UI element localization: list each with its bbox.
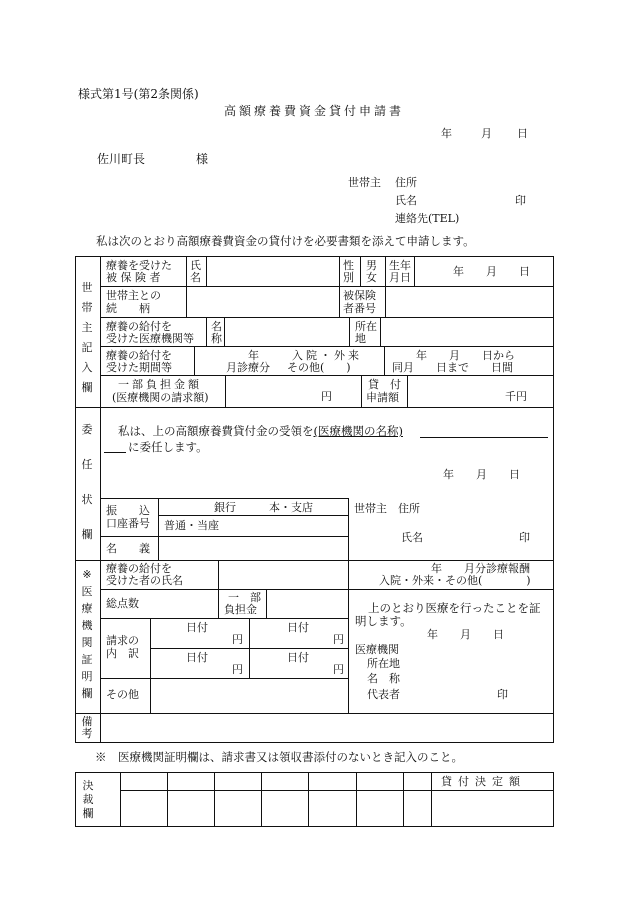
account-type-field[interactable]: 普通・当座: [164, 519, 219, 532]
medical-name-label: 名 称: [367, 672, 400, 685]
proxy-date: 年 月 日: [443, 468, 520, 481]
birth-label-2: 月日: [389, 271, 411, 284]
patient-label-2: 被 保 険 者: [106, 271, 161, 284]
applicant-head-label: 世帯主: [348, 176, 381, 189]
period-other: その他( ): [287, 361, 351, 374]
insured-number-label-1: 被保険: [343, 289, 376, 302]
loan-thousand-yen: 千円: [505, 390, 527, 403]
remarks-section-label: 備 考: [81, 715, 93, 740]
breakdown-label-1: 請求の: [106, 634, 139, 647]
patient-name-label-2: 名: [190, 271, 201, 284]
date-label-1: 日付: [186, 621, 208, 634]
applicant-contact-label: 連絡先(TEL): [395, 212, 460, 225]
loan-label-1: 貸 付: [368, 378, 401, 391]
proxy-section-label: 委 任 状 欄: [81, 423, 93, 541]
recipient-label-1: 療養の給付を: [106, 562, 172, 575]
bank-branch-field[interactable]: 銀行 本・支店: [214, 501, 313, 514]
date-month: 月: [481, 127, 492, 140]
certify-date: 年 月 日: [427, 628, 504, 641]
period-label-1: 療養の給付を: [106, 349, 172, 362]
yen-1: 円: [232, 633, 243, 646]
household-section-label: 世 帯 主 記 入 欄: [81, 281, 93, 394]
claim-type: 入院・外来・その他( ): [379, 574, 531, 587]
copay-label-1: 一部負担金額: [118, 378, 202, 391]
period-label-2: 受けた期間等: [106, 361, 172, 374]
insured-number-label-2: 者番号: [343, 302, 376, 315]
date-day: 日: [517, 127, 528, 140]
institution-name-label-1: 名: [211, 320, 222, 333]
copay-label-2: (医療機関の請求額): [112, 391, 209, 404]
applicant-address-label: 住所: [395, 176, 417, 189]
yen-2: 円: [333, 633, 344, 646]
sex-male-option[interactable]: 男: [366, 259, 377, 272]
institution-label-1: 療養の給付を: [106, 320, 172, 333]
total-points-label: 総点数: [106, 597, 139, 610]
sex-label-1: 性: [343, 259, 354, 272]
date-label-3: 日付: [186, 651, 208, 664]
claim-month: 年 月分診療報酬: [431, 562, 530, 575]
yen-3: 円: [232, 663, 243, 676]
medical-representative-label: 代表者: [367, 688, 400, 701]
recipient-label-2: 受けた者の氏名: [106, 574, 183, 587]
date-year: 年: [441, 127, 452, 140]
copay-yen: 円: [321, 390, 332, 403]
date-label-2: 日付: [287, 621, 309, 634]
footnote: ※ 医療機関証明欄は、請求書又は領収書添付のないとき記入のこと。: [95, 750, 463, 764]
proxy-seal: 印: [519, 531, 530, 544]
transfer-label-2: 口座番号: [106, 517, 150, 530]
addressee: 佐川町長: [97, 152, 146, 166]
location-label-2: 地: [355, 332, 366, 345]
relation-label-1: 世帯主との: [106, 289, 161, 302]
patient-label-1: 療養を受けた: [106, 259, 172, 272]
sex-female-option[interactable]: 女: [366, 271, 377, 284]
birth-date-field[interactable]: 年 月 日: [453, 265, 530, 278]
page-title: 高額療養費資金貸付申請書: [224, 104, 405, 118]
copay-med-label-1: 一 部: [228, 591, 261, 604]
breakdown-label-2: 内 訳: [106, 647, 139, 660]
date-label-4: 日付: [287, 651, 309, 664]
period-year: 年: [248, 349, 259, 362]
loan-label-2: 申請額: [366, 391, 399, 404]
applicant-seal: 印: [515, 194, 526, 207]
medical-institution-label: 医療機関: [355, 643, 399, 656]
proxy-head-name: 氏名: [401, 531, 423, 544]
period-to: 同月 日まで 日間: [392, 361, 513, 374]
copay-med-label-2: 負担金: [224, 603, 257, 616]
proxy-text-suffix: に委任します。: [128, 440, 208, 454]
institution-label-2: 受けた医療機関等: [106, 332, 194, 345]
other-label: その他: [106, 688, 139, 701]
period-month-clinic: 月診療分: [226, 361, 270, 374]
decision-section-label: 決 裁 欄: [82, 779, 94, 820]
form-number: 様式第1号(第2条関係): [78, 87, 199, 101]
location-label-1: 所在: [355, 320, 377, 333]
proxy-text: 私は、上の高額療養費貸付金の受領を(医療機関の名称): [118, 424, 403, 438]
certify-text-1: 上のとおり医療を行ったことを証: [368, 601, 541, 615]
medical-seal: 印: [497, 688, 508, 701]
addressee-honorific: 様: [196, 152, 209, 166]
sex-label-2: 別: [343, 271, 354, 284]
proxy-head-address: 世帯主 住所: [354, 502, 420, 515]
certify-text-2: 明します。: [355, 614, 412, 628]
medical-section-label: ※ 医 療 機 関 証 明 欄: [81, 568, 93, 700]
birth-label-1: 生年: [389, 259, 411, 272]
patient-name-label-1: 氏: [190, 259, 201, 272]
transfer-label-1: 振 込: [106, 504, 150, 517]
yen-4: 円: [333, 663, 344, 676]
inout-patient: 入院・外来: [292, 349, 362, 362]
institution-name-label-2: 称: [211, 332, 222, 345]
period-from: 年 月 日から: [416, 349, 515, 362]
medical-location-label: 所在地: [367, 657, 400, 670]
intro-text: 私は次のとおり高額療養費資金の貸付けを必要書類を添えて申請します。: [96, 234, 475, 248]
applicant-name-label: 氏名: [395, 194, 417, 207]
account-holder-label: 名 義: [106, 542, 150, 555]
relation-label-2: 続 柄: [106, 302, 150, 315]
decision-amount-label: 貸付決定額: [441, 775, 526, 788]
